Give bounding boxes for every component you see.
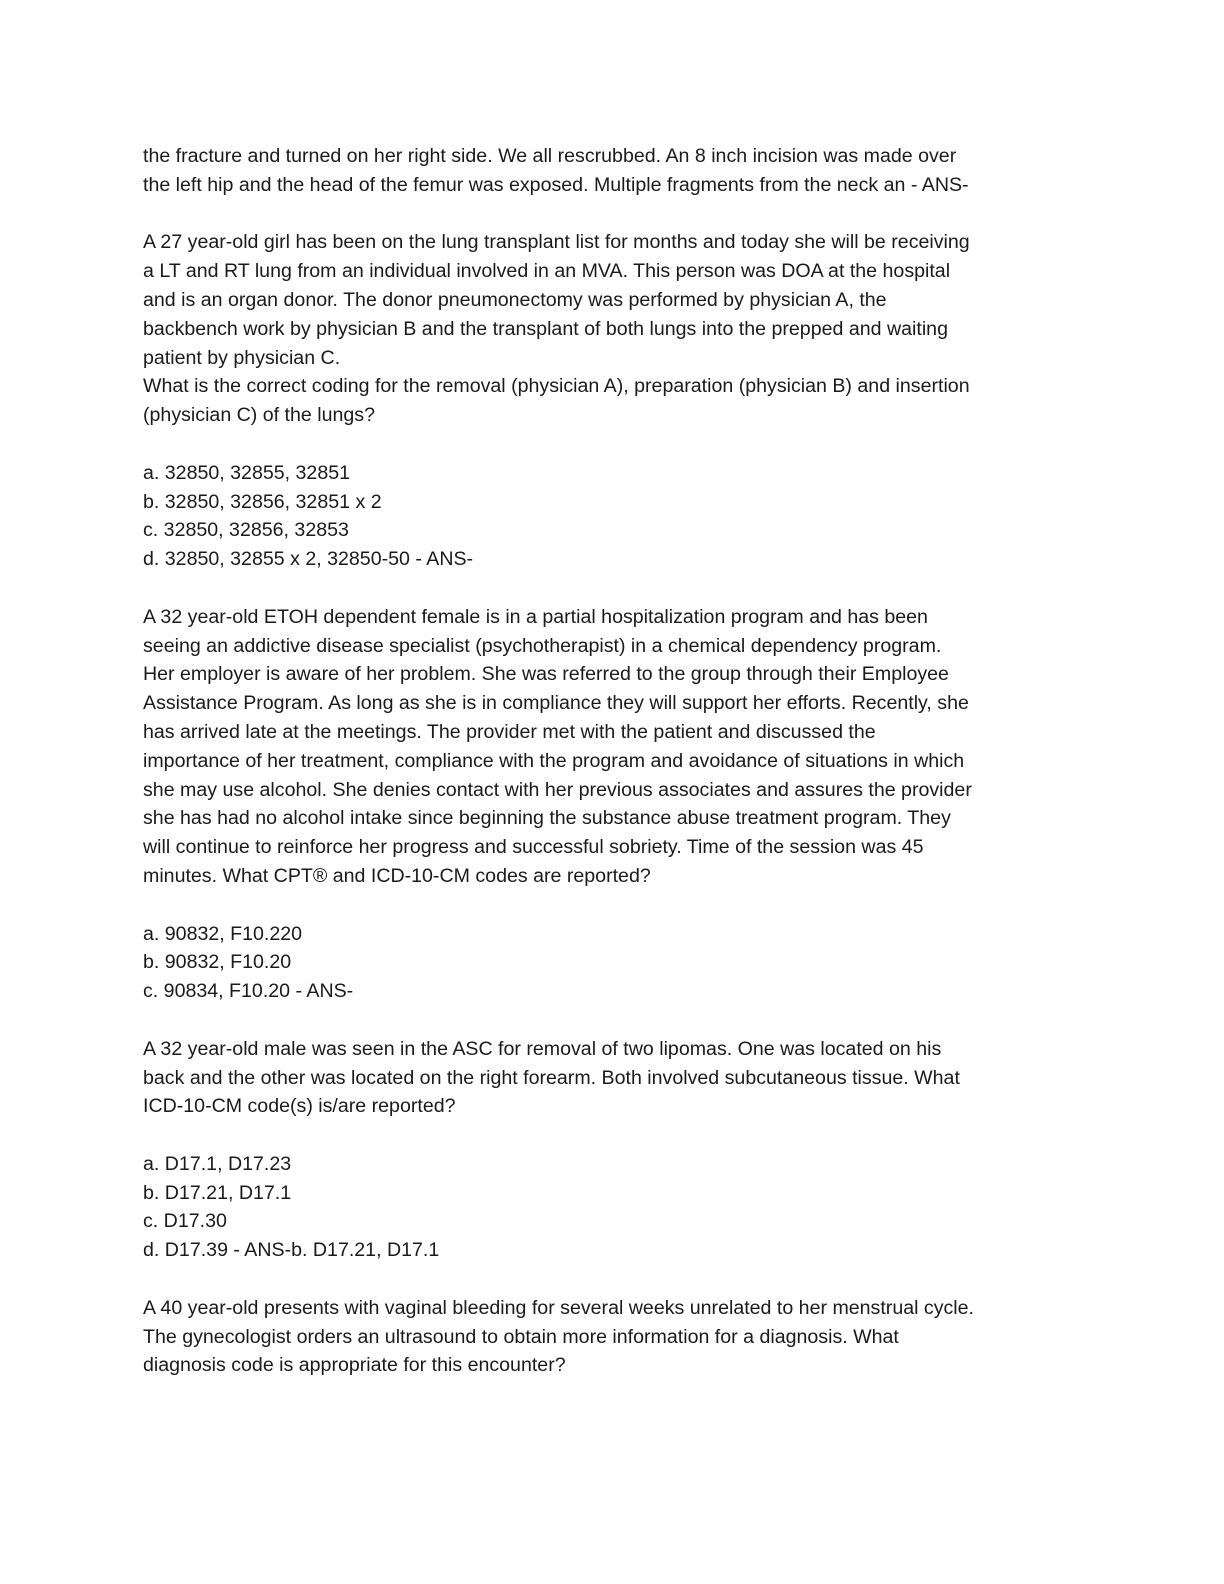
answer-option: b. 32850, 32856, 32851 x 2 bbox=[143, 490, 382, 513]
options-lung-transplant bbox=[143, 459, 1083, 574]
question-lipomas bbox=[143, 1035, 1083, 1121]
text-line: A 32 year-old ETOH dependent female is in a partial hospitalization program and has been bbox=[143, 605, 928, 628]
question-lung-transplant bbox=[143, 228, 1083, 430]
text-line: back and the other was located on the right forearm. Both involved subcutaneous tissue. What bbox=[143, 1066, 960, 1089]
text-line: has arrived late at the meetings. The provider met with the patient and discussed the bbox=[143, 720, 876, 743]
text-line: What is the correct coding for the removal (physician A), preparation (physician B) and insertion bbox=[143, 375, 970, 398]
text-line: A 40 year-old presents with vaginal bleeding for several weeks unrelated to her menstrual cycle. bbox=[143, 1296, 975, 1319]
text-line: the left hip and the head of the femur was exposed. Multiple fragments from the neck an - ANS- bbox=[143, 173, 969, 196]
answer-option: d. D17.39 - ANS-b. D17.21, D17.1 bbox=[143, 1239, 440, 1262]
answer-option: a. 90832, F10.220 bbox=[143, 922, 303, 945]
question-vaginal-bleeding bbox=[143, 1294, 1083, 1380]
text-line: ICD-10-CM code(s) is/are reported? bbox=[143, 1095, 456, 1118]
answer-option: a. D17.1, D17.23 bbox=[143, 1152, 292, 1175]
text-line: and is an organ donor. The donor pneumonectomy was performed by physician A, the bbox=[143, 288, 887, 311]
spacer bbox=[143, 1006, 1083, 1035]
text-line: A 27 year-old girl has been on the lung transplant list for months and today she will be receiving bbox=[143, 231, 970, 254]
spacer bbox=[143, 430, 1083, 459]
text-line: (physician C) of the lungs? bbox=[143, 404, 375, 427]
text-line: patient by physician C. bbox=[143, 346, 341, 369]
spacer bbox=[143, 574, 1083, 603]
text-line: Her employer is aware of her problem. She was referred to the group through their Employee bbox=[143, 663, 949, 686]
text-line: the fracture and turned on her right side. We all rescrubbed. An 8 inch incision was made over bbox=[143, 145, 957, 167]
text-line: Assistance Program. As long as she is in compliance they will support her efforts. Recently, she bbox=[143, 692, 969, 715]
answer-option: c. D17.30 bbox=[143, 1210, 227, 1233]
spacer bbox=[143, 891, 1083, 920]
text-line: she has had no alcohol intake since beginning the substance abuse treatment program. They bbox=[143, 807, 951, 830]
answer-option: c. 90834, F10.20 - ANS- bbox=[143, 980, 354, 1003]
text-line: she may use alcohol. She denies contact with her previous associates and assures the provider bbox=[143, 778, 972, 801]
text-line: importance of her treatment, compliance with the program and avoidance of situations in which bbox=[143, 749, 965, 772]
answer-option: b. 90832, F10.20 bbox=[143, 951, 292, 974]
answer-option: b. D17.21, D17.1 bbox=[143, 1181, 292, 1204]
answer-option: a. 32850, 32855, 32851 bbox=[143, 461, 351, 484]
document-body bbox=[143, 142, 1083, 1380]
text-line: diagnosis code is appropriate for this encounter? bbox=[143, 1354, 566, 1377]
answer-option: d. 32850, 32855 x 2, 32850-50 - ANS- bbox=[143, 548, 474, 571]
spacer bbox=[143, 1121, 1083, 1150]
paragraph-continuation bbox=[143, 142, 1083, 200]
text-line: The gynecologist orders an ultrasound to obtain more information for a diagnosis. What bbox=[143, 1325, 899, 1348]
text-line: A 32 year-old male was seen in the ASC for removal of two lipomas. One was located on his bbox=[143, 1037, 942, 1060]
text-line: minutes. What CPT® and ICD-10-CM codes are reported? bbox=[143, 864, 651, 887]
question-etoh-dependent bbox=[143, 603, 1083, 891]
spacer bbox=[143, 1265, 1083, 1294]
text-line: seeing an addictive disease specialist (psychotherapist) in a chemical dependency program. bbox=[143, 634, 942, 657]
text-line: backbench work by physician B and the transplant of both lungs into the prepped and waiting bbox=[143, 317, 948, 340]
text-line: will continue to reinforce her progress and successful sobriety. Time of the session was 45 bbox=[143, 836, 924, 859]
options-etoh-dependent bbox=[143, 920, 1083, 1006]
spacer bbox=[143, 200, 1083, 229]
answer-option: c. 32850, 32856, 32853 bbox=[143, 519, 349, 542]
options-lipomas bbox=[143, 1150, 1083, 1265]
text-line: a LT and RT lung from an individual involved in an MVA. This person was DOA at the hospital bbox=[143, 260, 951, 283]
